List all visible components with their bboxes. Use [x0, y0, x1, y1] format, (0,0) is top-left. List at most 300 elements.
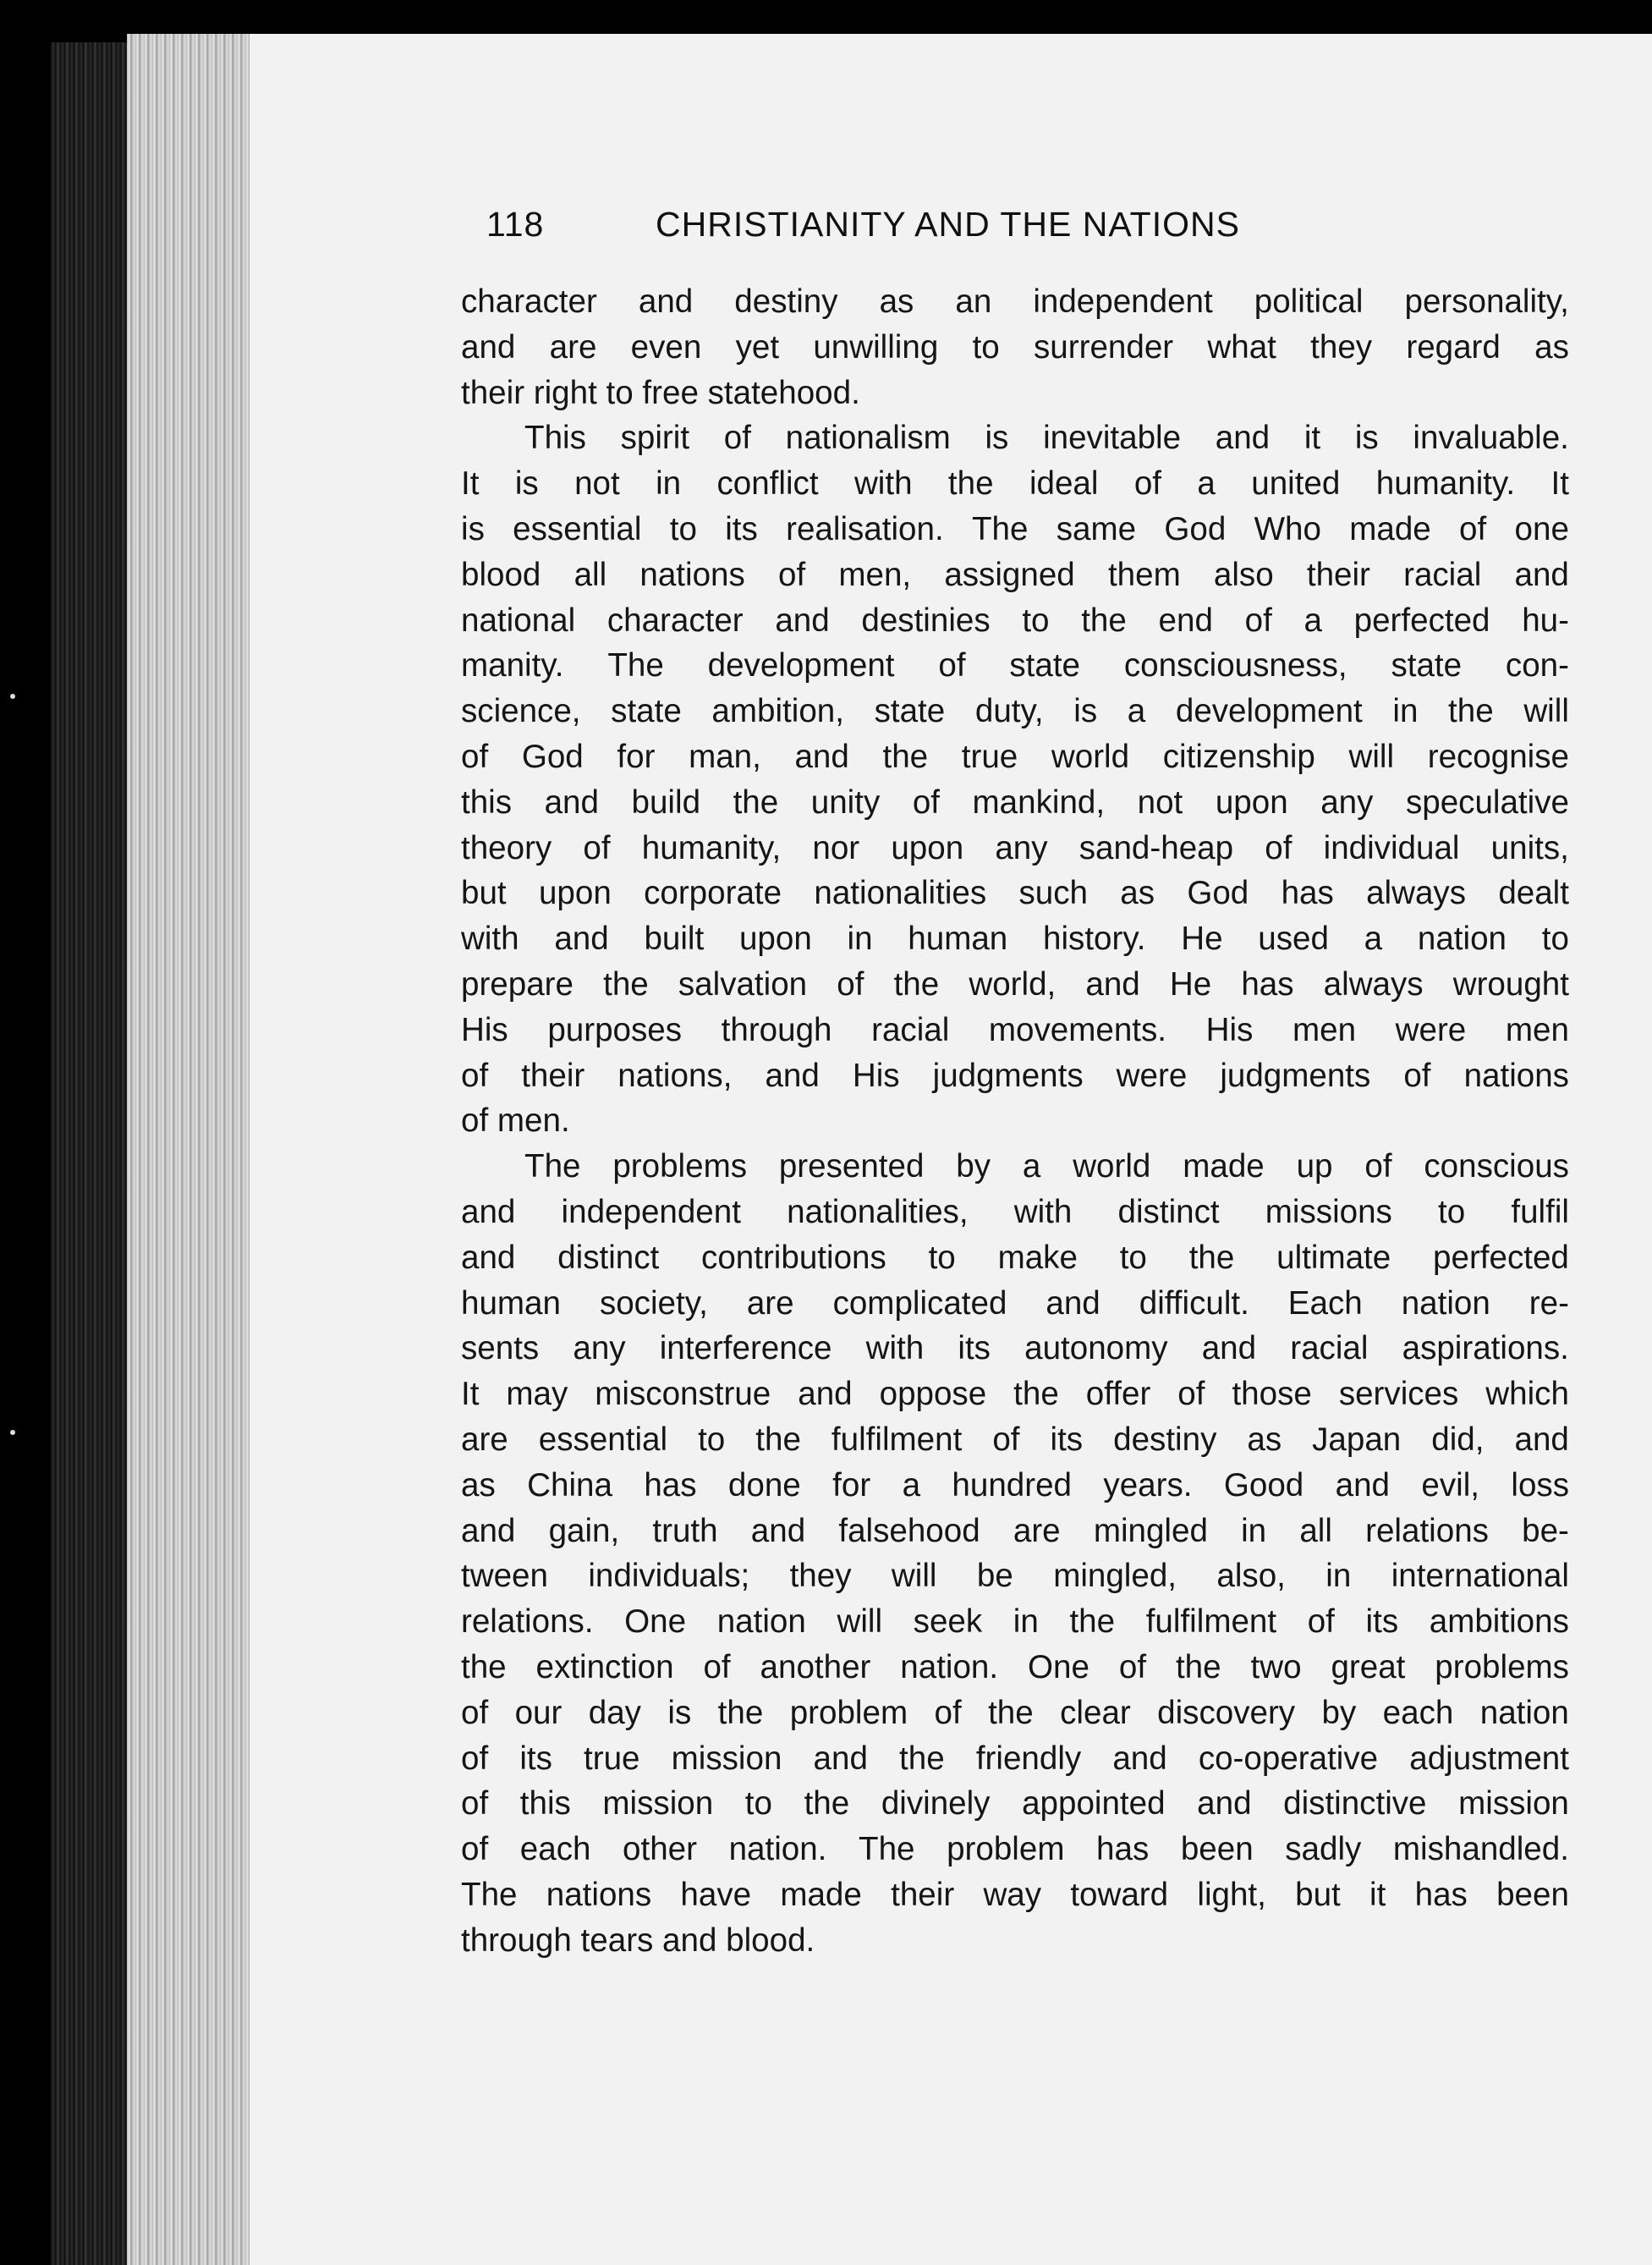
word: He: [1181, 921, 1223, 958]
text-line: [461, 1053, 1569, 1099]
word: also: [1213, 556, 1274, 593]
word: the: [755, 1421, 801, 1458]
word: recognise: [1427, 738, 1569, 775]
word: falsehood: [838, 1512, 980, 1549]
word: ultimate: [1276, 1239, 1391, 1276]
word: is: [667, 1694, 692, 1731]
word: with: [1013, 1193, 1073, 1230]
word: another: [760, 1648, 871, 1685]
word: human: [461, 1284, 561, 1322]
word: the: [1013, 1376, 1059, 1413]
word: its: [1365, 1603, 1399, 1641]
word: what: [1207, 328, 1276, 366]
word: relations: [1365, 1512, 1489, 1549]
text-line: [461, 1553, 1569, 1599]
scan-speck: [10, 1430, 15, 1435]
word: upon: [738, 921, 812, 958]
text-line: [461, 780, 1569, 826]
word: in: [847, 921, 873, 958]
word: and: [794, 738, 849, 775]
word: the: [1081, 602, 1127, 639]
word: its: [1050, 1421, 1084, 1458]
word: inevitable: [1043, 420, 1182, 457]
word: to: [972, 328, 1000, 366]
text-line: [461, 325, 1569, 371]
word: political: [1254, 283, 1364, 320]
word: in: [1325, 1558, 1352, 1595]
word: world: [1073, 1148, 1151, 1185]
word: and: [750, 1512, 806, 1549]
word: are: [1013, 1512, 1061, 1549]
word: This: [524, 420, 586, 457]
word: character: [606, 602, 744, 639]
word: offer: [1085, 1376, 1151, 1413]
word: of: [1403, 1057, 1431, 1094]
word: and: [1215, 420, 1271, 457]
word: of: [912, 783, 940, 821]
word: by: [956, 1148, 991, 1185]
word: citizenship: [1162, 738, 1315, 775]
word: it: [1303, 420, 1321, 457]
word: the: [1175, 1648, 1221, 1685]
word: conflict: [716, 465, 819, 503]
word: nation.: [728, 1831, 827, 1868]
word: are: [549, 328, 597, 366]
word: to: [1541, 921, 1569, 958]
word: have: [680, 1876, 752, 1913]
text-line: [461, 1463, 1569, 1509]
word: purposes: [547, 1011, 683, 1048]
word: conscious: [1424, 1148, 1569, 1185]
text-line: [461, 1281, 1569, 1327]
word: sents: [461, 1330, 540, 1367]
text-line: [461, 553, 1569, 598]
word: it: [1369, 1876, 1386, 1913]
word: is: [461, 510, 485, 547]
word: sadly: [1285, 1831, 1362, 1868]
word: nations,: [617, 1057, 733, 1094]
word: society,: [599, 1284, 708, 1322]
word: this: [461, 783, 513, 821]
word: The: [524, 1148, 581, 1185]
word: judgments: [932, 1057, 1084, 1094]
word: His: [852, 1057, 900, 1094]
word: were: [1395, 1011, 1467, 1048]
word: and: [775, 602, 830, 639]
word: its: [958, 1330, 991, 1367]
word: they: [789, 1558, 852, 1595]
text-line: [461, 279, 1569, 325]
page-header: [486, 205, 1400, 264]
word: any: [573, 1330, 626, 1367]
word: their: [521, 1057, 585, 1094]
word: science,: [461, 693, 581, 730]
word: difficult.: [1139, 1284, 1249, 1322]
word: to: [1022, 602, 1050, 639]
word: to: [669, 510, 697, 547]
word: of: [461, 1740, 489, 1777]
word: seek: [913, 1603, 983, 1641]
word: China: [527, 1466, 612, 1504]
word: to: [1119, 1239, 1147, 1276]
word: His: [1205, 1011, 1254, 1048]
word: has: [1096, 1831, 1150, 1868]
word: true: [961, 738, 1018, 775]
text-line: [461, 1872, 1569, 1918]
word: mission: [1458, 1785, 1569, 1822]
word: wrought: [1452, 965, 1569, 1003]
word: independent: [1033, 283, 1213, 320]
word: state: [874, 693, 946, 730]
word: appointed: [1022, 1785, 1166, 1822]
word: nor: [812, 829, 860, 866]
text-line: [461, 1417, 1569, 1463]
word: each: [1382, 1694, 1454, 1731]
word: of: [461, 1694, 489, 1731]
word: destiny: [1113, 1421, 1217, 1458]
word: the: [899, 1740, 945, 1777]
word: but: [461, 875, 507, 912]
word: of: [461, 738, 489, 775]
word: autonomy: [1024, 1330, 1168, 1367]
word: by: [1321, 1694, 1357, 1731]
word: manity.: [461, 647, 564, 684]
word: their: [1306, 556, 1370, 593]
word: even: [630, 328, 702, 366]
word: nation: [1417, 921, 1507, 958]
word: development: [1175, 693, 1363, 730]
word: are: [461, 1421, 508, 1458]
word: nations: [1463, 1057, 1569, 1094]
text-line: [461, 1190, 1569, 1235]
word: racial: [871, 1011, 950, 1048]
word: problem: [947, 1831, 1065, 1868]
word: relations.: [461, 1603, 594, 1641]
word: built: [644, 921, 705, 958]
word: personality,: [1404, 283, 1569, 320]
word: two: [1250, 1648, 1302, 1685]
word: as: [1534, 328, 1569, 366]
word: but: [1295, 1876, 1341, 1913]
word: the: [804, 1785, 850, 1822]
word: nation.: [900, 1648, 999, 1685]
word: loss: [1511, 1466, 1569, 1504]
word: of: [1177, 1376, 1205, 1413]
word: the: [988, 1694, 1034, 1731]
word: dealt: [1498, 875, 1569, 912]
word: human: [908, 921, 1008, 958]
word: hundred: [952, 1466, 1073, 1504]
word: united: [1251, 465, 1341, 503]
word: to: [744, 1785, 772, 1822]
word: which: [1485, 1376, 1569, 1413]
word: mingled: [1093, 1512, 1208, 1549]
word: adjustment: [1409, 1740, 1569, 1777]
word: One: [1028, 1648, 1089, 1685]
word: not: [574, 465, 620, 503]
word: fulfilment: [1145, 1603, 1277, 1641]
word: units,: [1490, 829, 1569, 866]
word: It: [1550, 465, 1569, 503]
word: salvation: [678, 965, 808, 1003]
word: of: [837, 965, 864, 1003]
word: a: [1364, 921, 1383, 958]
word: evil,: [1421, 1466, 1479, 1504]
word: and: [798, 1376, 853, 1413]
word: true: [584, 1740, 640, 1777]
word: been: [1180, 1831, 1254, 1868]
word: ambitions: [1429, 1603, 1569, 1641]
word: problem: [789, 1694, 908, 1731]
word: their: [891, 1876, 955, 1913]
text-line: [461, 1372, 1569, 1417]
word: a: [1197, 465, 1216, 503]
text-line: [461, 871, 1569, 916]
text-line: [461, 689, 1569, 734]
text-line: [461, 962, 1569, 1008]
page-number: 118: [486, 205, 545, 244]
text-line: [461, 461, 1569, 507]
word: of: [461, 1831, 489, 1868]
word: upon: [538, 875, 612, 912]
word: is: [1354, 420, 1379, 457]
word: our: [514, 1694, 563, 1731]
word: nation: [1401, 1284, 1490, 1322]
word: always: [1366, 875, 1466, 912]
word: of: [777, 556, 806, 593]
word: national: [461, 602, 576, 639]
word: not: [1137, 783, 1183, 821]
word: any: [1320, 783, 1374, 821]
word: missions: [1265, 1193, 1392, 1230]
word: will: [891, 1558, 937, 1595]
word: were: [1116, 1057, 1188, 1094]
word: a: [1022, 1148, 1041, 1185]
word: The: [607, 647, 664, 684]
word: the: [717, 1694, 764, 1731]
word: The: [859, 1831, 915, 1868]
word: the: [733, 783, 779, 821]
word: a: [1303, 602, 1322, 639]
word: One: [624, 1603, 687, 1641]
word: The: [971, 510, 1029, 547]
word: development: [707, 647, 895, 684]
text-line: [461, 1599, 1569, 1645]
word: spirit: [620, 420, 690, 457]
word: and: [1514, 1421, 1569, 1458]
word: each: [519, 1831, 591, 1868]
word: and: [1514, 556, 1569, 593]
text-line: [461, 1691, 1569, 1736]
word: and: [1112, 1740, 1167, 1777]
word: and: [1335, 1466, 1390, 1504]
word: of: [1459, 510, 1487, 547]
word: interference: [659, 1330, 832, 1367]
word: character: [461, 283, 597, 320]
word: made: [780, 1876, 862, 1913]
word: He: [1169, 965, 1212, 1003]
word: contributions: [701, 1239, 886, 1276]
word: judgments: [1220, 1057, 1371, 1094]
word: oppose: [879, 1376, 987, 1413]
word: has: [644, 1466, 697, 1504]
word: as: [461, 1466, 496, 1504]
word: of: [583, 829, 611, 866]
word: this: [519, 1785, 571, 1822]
word: Who: [1254, 510, 1321, 547]
word: them: [1107, 556, 1181, 593]
word: truth: [652, 1512, 718, 1549]
word: made: [1349, 510, 1431, 547]
word: Japan: [1312, 1421, 1402, 1458]
word: the: [461, 1648, 507, 1685]
running-head: CHRISTIANITY AND THE NATIONS: [656, 205, 1240, 244]
body-text: [461, 279, 1569, 1963]
word: way: [983, 1876, 1042, 1913]
word: as: [1247, 1421, 1282, 1458]
word: state: [611, 693, 682, 730]
word: assigned: [944, 556, 1075, 593]
word: and: [1201, 1330, 1257, 1367]
word: re-: [1529, 1284, 1569, 1322]
word: of: [1244, 602, 1272, 639]
word: corporate: [644, 875, 782, 912]
word: they: [1310, 328, 1373, 366]
word: fulfil: [1511, 1193, 1569, 1230]
word: of: [723, 420, 751, 457]
word: Good: [1223, 1466, 1304, 1504]
word: unity: [810, 783, 881, 821]
word: for: [617, 738, 656, 775]
word: is: [1073, 693, 1098, 730]
word: complicated: [832, 1284, 1007, 1322]
word: make: [997, 1239, 1078, 1276]
word: and: [461, 328, 516, 366]
word: fulfilment: [831, 1421, 963, 1458]
word: hu-: [1522, 602, 1569, 639]
word: will: [1348, 738, 1395, 775]
word: clear: [1060, 1694, 1131, 1731]
word: has: [1414, 1876, 1468, 1913]
word: upon: [891, 829, 964, 866]
text-line: [461, 598, 1569, 644]
word: in: [1392, 693, 1419, 730]
text-line: [461, 916, 1569, 962]
word: humanity,: [641, 829, 782, 866]
word: divinely: [881, 1785, 991, 1822]
word: men: [1505, 1011, 1569, 1048]
word: individuals;: [588, 1558, 750, 1595]
word: tween: [461, 1558, 548, 1595]
word: sand-heap: [1078, 829, 1234, 866]
word: discovery: [1157, 1694, 1296, 1731]
word: up: [1296, 1148, 1333, 1185]
word: great: [1331, 1648, 1406, 1685]
word: His: [461, 1011, 508, 1048]
word: mission: [602, 1785, 714, 1822]
scan-speck: [10, 694, 15, 699]
word: of: [1307, 1603, 1335, 1641]
word: men: [1292, 1011, 1357, 1048]
word: the: [1069, 1603, 1116, 1641]
word: in: [1241, 1512, 1267, 1549]
word: mission: [671, 1740, 782, 1777]
word: gain,: [548, 1512, 620, 1549]
word: done: [727, 1466, 801, 1504]
word: ambition,: [711, 693, 844, 730]
word: and: [461, 1193, 516, 1230]
word: realisation.: [786, 510, 944, 547]
word: international: [1391, 1558, 1569, 1595]
word: nations: [639, 556, 745, 593]
text-line: through tears and blood.: [461, 1921, 815, 1959]
word: history.: [1043, 921, 1146, 958]
word: in: [1013, 1603, 1039, 1641]
word: a: [902, 1466, 921, 1504]
word: made: [1183, 1148, 1265, 1185]
word: will: [1523, 693, 1569, 730]
word: with: [853, 465, 913, 503]
word: to: [928, 1239, 956, 1276]
word: mingled,: [1053, 1558, 1177, 1595]
word: the: [1448, 693, 1494, 730]
text-line: [461, 415, 1569, 461]
word: toward: [1070, 1876, 1169, 1913]
word: and: [461, 1239, 516, 1276]
word: of: [934, 1694, 962, 1731]
word: of: [1364, 1148, 1392, 1185]
word: distinct: [557, 1239, 660, 1276]
word: the: [893, 965, 940, 1003]
word: co-operative: [1198, 1740, 1379, 1777]
word: of: [1133, 465, 1162, 503]
word: essential: [513, 510, 642, 547]
word: same: [1056, 510, 1137, 547]
word: a: [1127, 693, 1146, 730]
word: con-: [1505, 647, 1569, 684]
word: and: [765, 1057, 820, 1094]
word: and: [544, 783, 599, 821]
word: with: [461, 921, 519, 958]
word: as: [879, 283, 914, 320]
word: extinction: [535, 1648, 674, 1685]
word: world,: [969, 965, 1057, 1003]
word: distinct: [1117, 1193, 1220, 1230]
word: racial: [1290, 1330, 1369, 1367]
word: years.: [1103, 1466, 1193, 1504]
word: as: [1120, 875, 1155, 912]
word: services: [1338, 1376, 1459, 1413]
word: and: [1197, 1785, 1252, 1822]
word: all: [1299, 1512, 1332, 1549]
word: been: [1496, 1876, 1569, 1913]
word: has: [1281, 875, 1334, 912]
word: build: [631, 783, 701, 821]
word: any: [995, 829, 1048, 866]
word: for: [832, 1466, 871, 1504]
word: the: [947, 465, 994, 503]
word: be-: [1522, 1512, 1569, 1549]
word: misconstrue: [595, 1376, 771, 1413]
word: of: [461, 1785, 489, 1822]
text-line: [461, 1326, 1569, 1372]
word: its: [519, 1740, 552, 1777]
word: mishandled.: [1392, 1831, 1569, 1868]
word: of: [992, 1421, 1020, 1458]
text-line: of men.: [461, 1102, 570, 1140]
word: always: [1323, 965, 1424, 1003]
word: God: [521, 738, 584, 775]
